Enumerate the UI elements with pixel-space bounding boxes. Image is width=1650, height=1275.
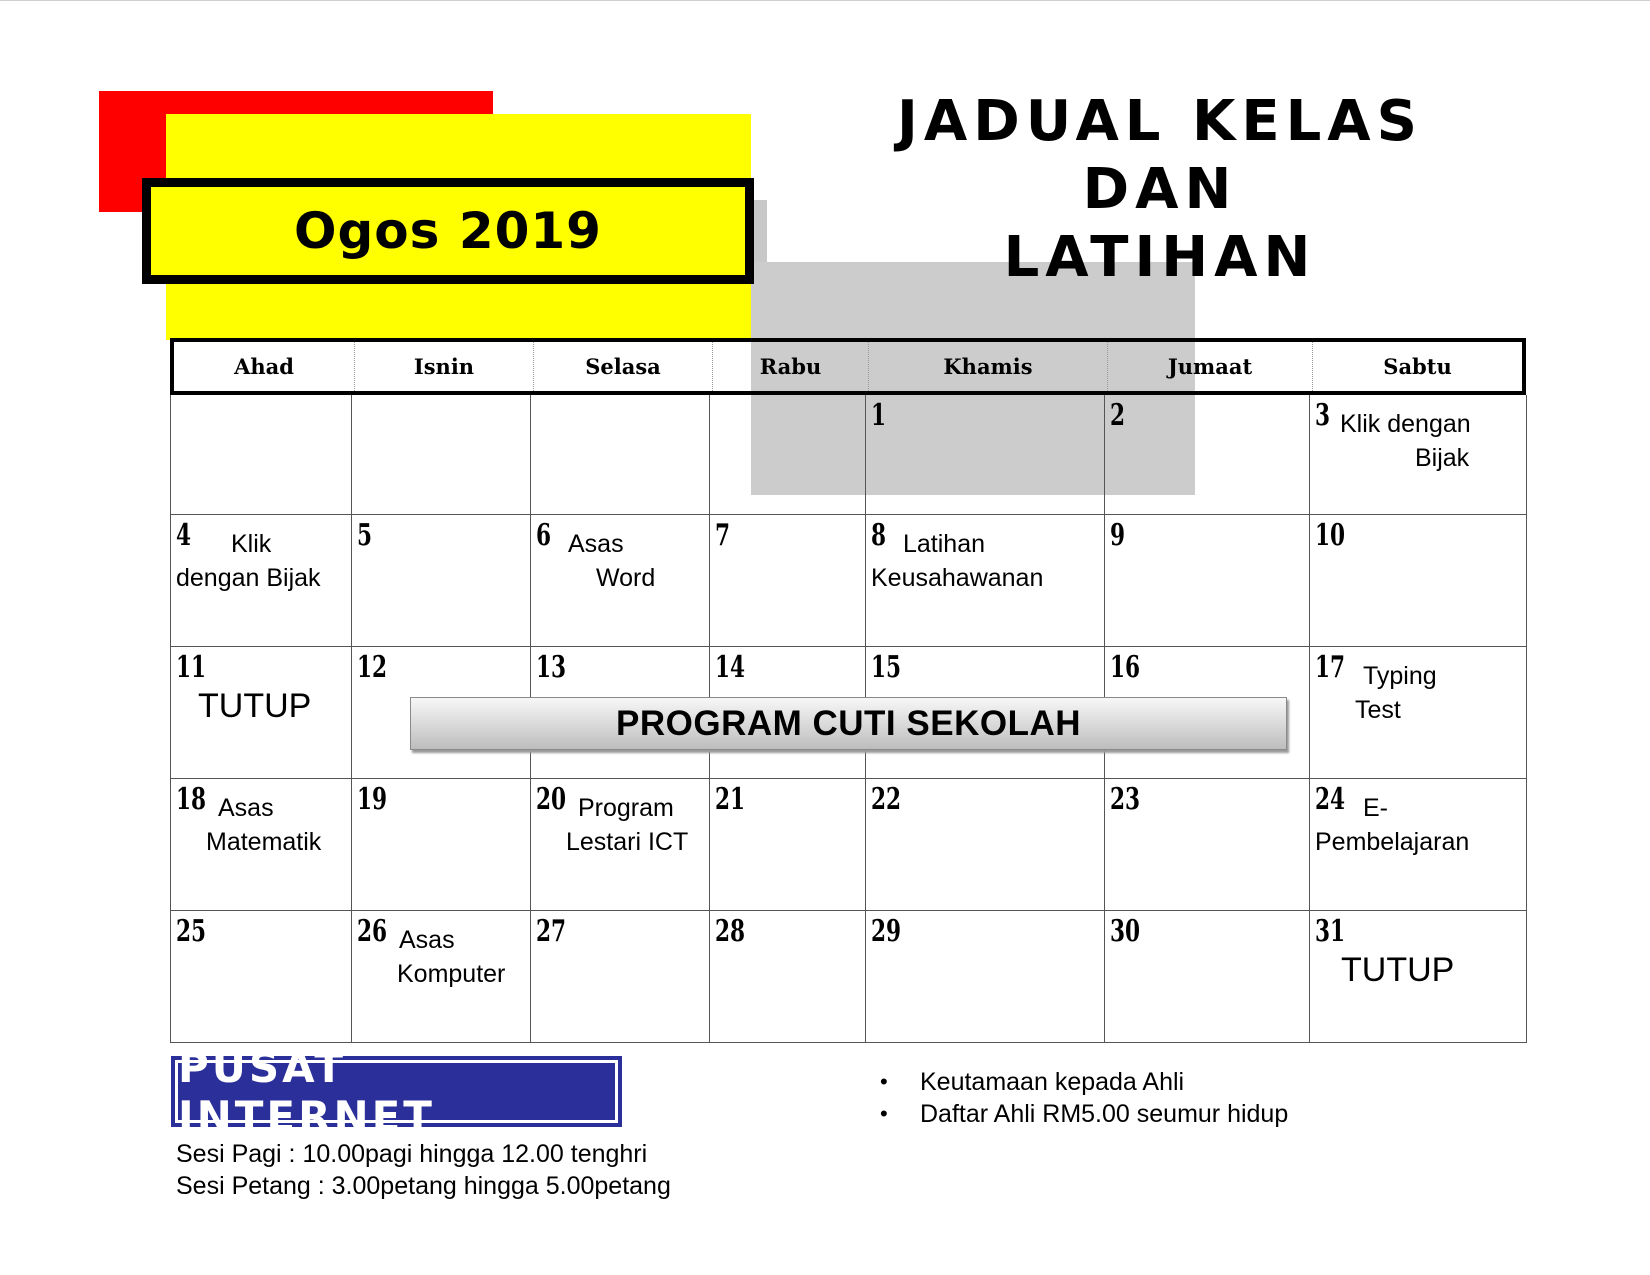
day-number: 30	[1110, 914, 1141, 949]
day-number: 16	[1110, 650, 1141, 685]
day-number: 13	[536, 650, 567, 685]
day-number: 25	[176, 914, 207, 949]
class-event: Latihan Keusahawanan	[871, 530, 1044, 592]
day-number: 4	[176, 518, 192, 553]
day-number: 26	[357, 914, 388, 949]
day-number: 23	[1110, 782, 1141, 817]
day-number: 19	[357, 782, 388, 817]
calendar-day-cell	[171, 911, 352, 1043]
day-number: 27	[536, 914, 567, 949]
month-label-frame	[142, 178, 754, 284]
calendar-day-cell	[866, 911, 1105, 1043]
weekday-jumaat: Jumaat	[1108, 342, 1313, 391]
day-number: 24	[1315, 782, 1346, 817]
calendar-day-cell	[1105, 395, 1310, 515]
month-label: Ogos 2019	[294, 202, 602, 260]
calendar-day-cell	[710, 395, 866, 515]
day-number: 6	[536, 518, 552, 553]
day-number: 29	[871, 914, 902, 949]
calendar-day-cell	[352, 779, 531, 911]
calendar-day-cell	[1310, 647, 1527, 779]
calendar-day-cell	[171, 647, 352, 779]
class-event: TUTUP	[1341, 951, 1455, 989]
day-number: 2	[1110, 398, 1126, 433]
calendar-day-cell	[352, 395, 531, 515]
calendar-day-cell	[171, 779, 352, 911]
day-number: 5	[357, 518, 373, 553]
calendar-day-cell	[171, 395, 352, 515]
weekday-header	[170, 338, 1526, 395]
day-number: 21	[715, 782, 746, 817]
day-number: 14	[715, 650, 746, 685]
page-title	[860, 88, 1460, 292]
calendar-day-cell	[352, 911, 531, 1043]
day-number: 1	[871, 398, 887, 433]
weekday-selasa: Selasa	[534, 342, 713, 391]
calendar-day-cell	[1105, 515, 1310, 647]
calendar-day-cell	[352, 515, 531, 647]
class-event: Asas Word	[568, 530, 656, 592]
note-item: • Daftar Ahli RM5.00 seumur hidup	[880, 1098, 1288, 1130]
logo-text: PUSAT INTERNET	[175, 1060, 618, 1123]
page-title-line-2: LATIHAN	[1003, 225, 1317, 290]
class-event: Klik dengan Bijak	[176, 530, 321, 592]
class-event: E- Pembelajaran	[1315, 794, 1470, 856]
session-afternoon: Sesi Petang : 3.00petang hingga 5.00petang	[176, 1172, 671, 1200]
day-number: 10	[1315, 518, 1346, 553]
notes-list	[880, 1066, 1288, 1130]
calendar-day-cell	[531, 515, 710, 647]
day-number: 11	[176, 650, 207, 685]
weekday-sabtu: Sabtu	[1383, 354, 1452, 379]
weekday-ahad: Ahad	[174, 342, 355, 391]
weekday-khamis: Khamis	[869, 342, 1108, 391]
class-event: TUTUP	[198, 687, 312, 725]
class-event: Program Lestari ICT	[566, 794, 689, 856]
calendar-day-cell	[1310, 911, 1527, 1043]
day-number: 15	[871, 650, 902, 685]
school-holiday-banner: PROGRAM CUTI SEKOLAH	[410, 697, 1287, 750]
calendar-day-cell	[710, 911, 866, 1043]
class-event: Klik dengan Bijak	[1340, 410, 1471, 472]
day-number: 22	[871, 782, 902, 817]
day-number: 8	[871, 518, 887, 553]
page-title-line-1: JADUAL KELAS DAN	[897, 89, 1423, 222]
day-number: 7	[715, 518, 731, 553]
calendar-day-cell	[1105, 779, 1310, 911]
weekday-isnin: Isnin	[355, 342, 534, 391]
calendar-day-cell	[710, 515, 866, 647]
day-number: 9	[1110, 518, 1126, 553]
day-number: 3	[1315, 398, 1331, 433]
calendar-day-cell	[866, 515, 1105, 647]
pusat-internet-logo	[171, 1042, 622, 1141]
calendar-day-cell	[866, 395, 1105, 515]
calendar-day-cell	[1310, 395, 1527, 515]
calendar-day-cell	[1105, 911, 1310, 1043]
calendar-day-cell	[531, 779, 710, 911]
calendar-day-cell	[710, 779, 866, 911]
weekday-rabu: Rabu	[713, 342, 869, 391]
calendar-day-cell	[1310, 779, 1527, 911]
session-morning: Sesi Pagi : 10.00pagi hingga 12.00 tenghri	[176, 1140, 648, 1168]
day-number: 31	[1315, 914, 1346, 949]
day-number: 20	[536, 782, 567, 817]
calendar	[170, 338, 1526, 1043]
session-times	[176, 1138, 671, 1202]
calendar-day-cell	[531, 395, 710, 515]
day-number: 18	[176, 782, 207, 817]
top-border-line	[0, 0, 1650, 1]
day-number: 12	[357, 650, 388, 685]
calendar-day-cell	[171, 515, 352, 647]
note-item: • Keutamaan kepada Ahli	[880, 1066, 1288, 1098]
calendar-day-cell	[866, 779, 1105, 911]
class-event: Asas Matematik	[206, 794, 322, 856]
day-number: 17	[1315, 650, 1346, 685]
class-event: Asas Komputer	[397, 926, 506, 988]
day-number: 28	[715, 914, 746, 949]
calendar-day-cell	[1310, 515, 1527, 647]
class-event: Typing Test	[1355, 662, 1437, 724]
calendar-day-cell	[531, 911, 710, 1043]
